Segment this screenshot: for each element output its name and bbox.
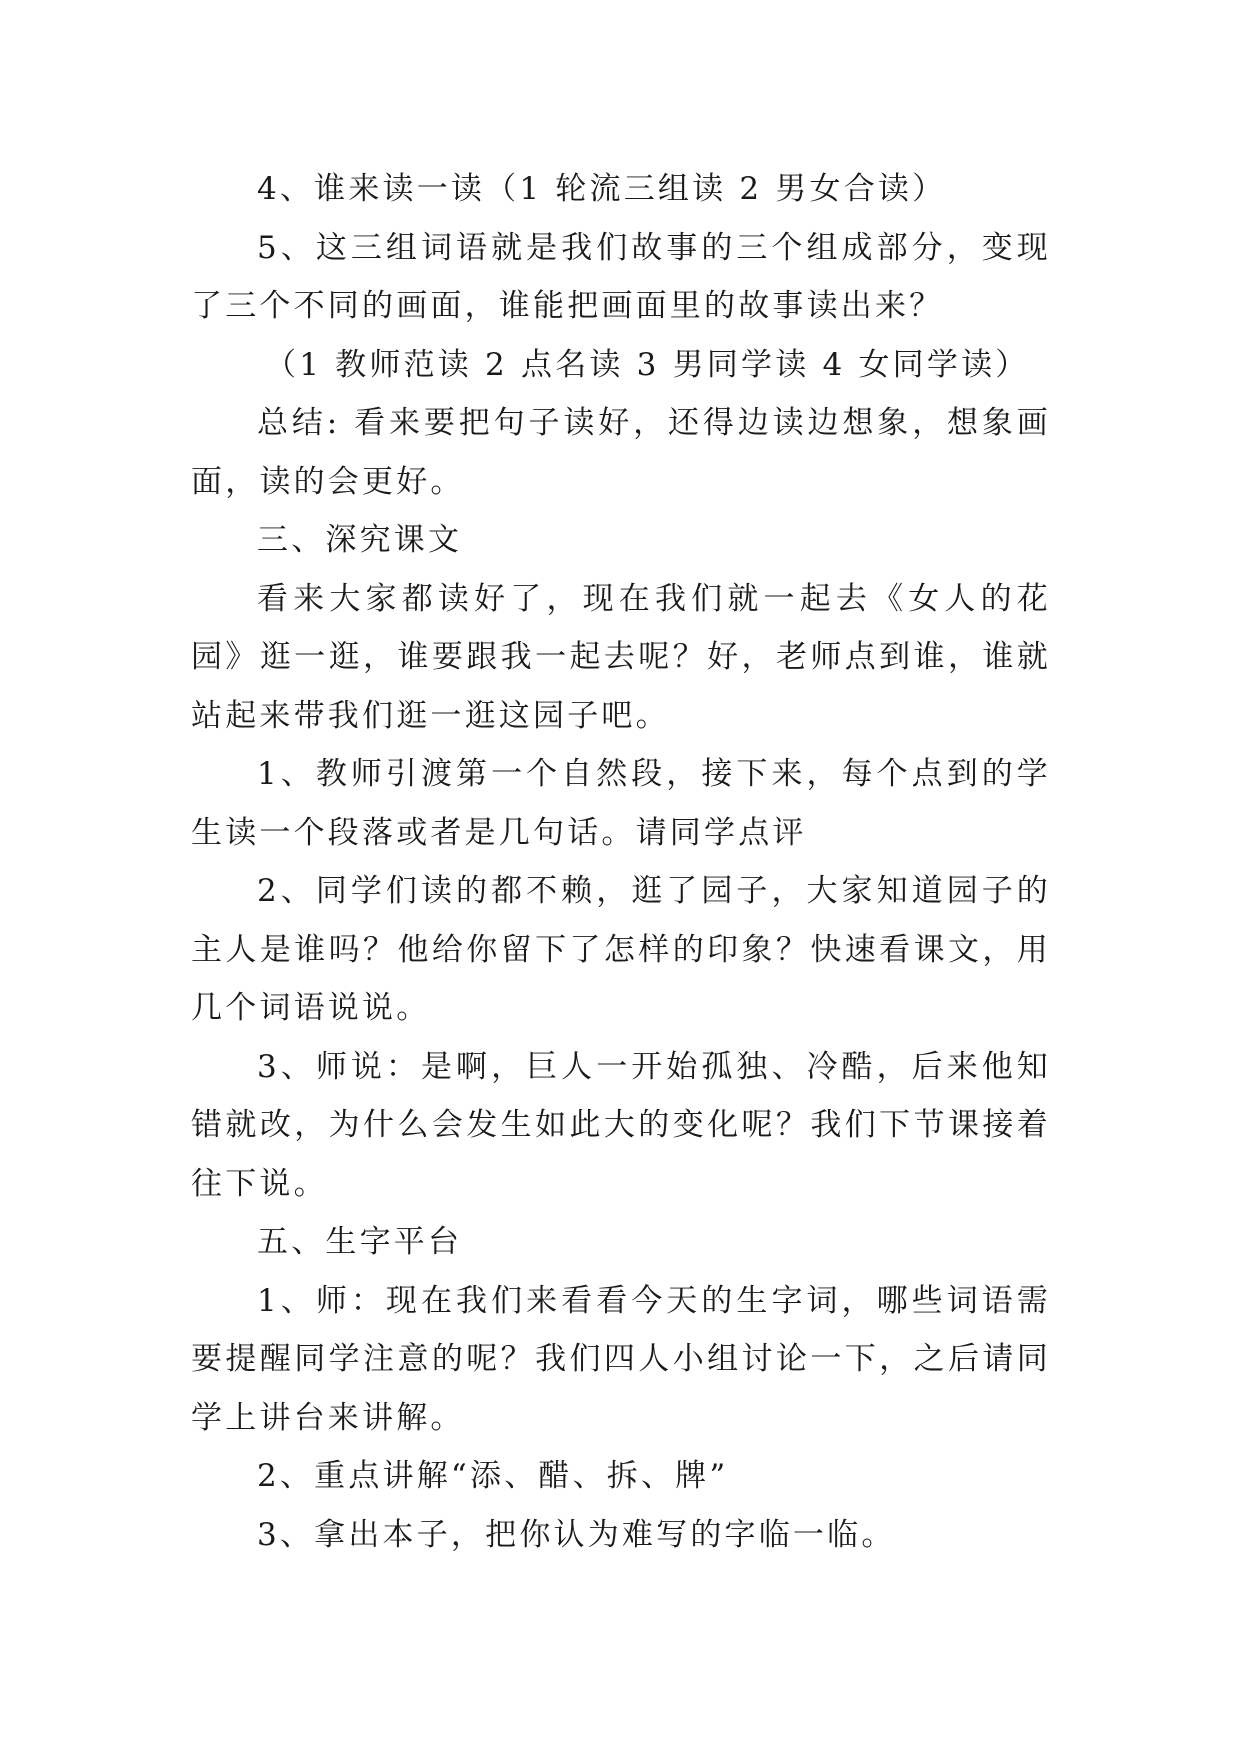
- paragraph-read-aloud: 4、谁来读一读（1 轮流三组读 2 男女合读）: [257, 171, 947, 207]
- paragraph-characters-2: 2、重点讲解“添、醋、拆、牌”: [257, 1458, 729, 1494]
- paragraph-step-2: 2、同学们读的都不赖，逛了园子，大家知道园子的主人是谁吗？他给你留下了怎样的印象？快速看课文，用几个词语说说。: [191, 873, 1051, 1026]
- paragraph-characters-1: 1、师：现在我们来看看今天的生字词，哪些词语需要提醒同学注意的呢？我们四人小组讨论一下，之后请同学上讲台来讲解。: [191, 1282, 1051, 1436]
- paragraph-step-3: 3、师说：是啊，巨人一开始孤独、冷酷，后来他知错就改，为什么会发生如此大的变化呢？我们下节课接着往下说。: [191, 1048, 1051, 1202]
- paragraph-step-1: 1、教师引渡第一个自然段，接下来，每个点到的学生读一个段落或者是几句话。请同学点评: [191, 756, 1051, 851]
- paragraph-characters-3: 3、拿出本子，把你认为难写的字临一临。: [257, 1516, 896, 1553]
- paragraph-three-groups: 5、这三组词语就是我们故事的三个组成部分，变现了三个不同的画面，谁能把画面里的故事读出来？: [191, 229, 1051, 324]
- paragraph-reading-order: （1 教师范读 2 点名读 3 男同学读 4 女同学读）: [265, 346, 1030, 383]
- document-body: [191, 160, 1051, 1564]
- section-heading-characters: 五、生字平台: [257, 1224, 463, 1260]
- section-heading-explore: 三、深究课文: [257, 522, 463, 558]
- paragraph-garden-tour: 看来大家都读好了，现在我们就一起去《女人的花园》逛一逛，谁要跟我一起去呢？好，老师点到谁，谁就站起来带我们逛一逛这园子吧。: [191, 580, 1051, 734]
- paragraph-summary: 总结: 看来要把句子读好，还得边读边想象，想象画面，读的会更好。: [191, 405, 1051, 500]
